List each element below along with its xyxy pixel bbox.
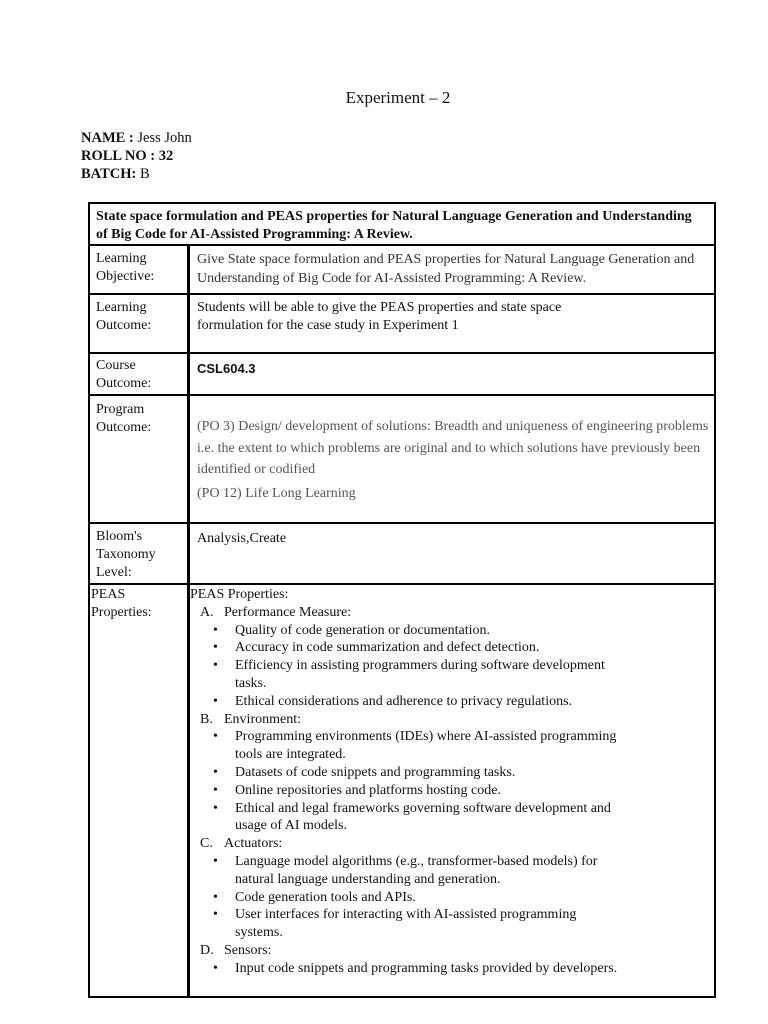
program-outcome-po3: (PO 3) Design/ development of solutions: Breadth and uniqueness of engineering problems i.e. the extent to which problems are original and to which solutions have previously been identified or codified (197, 419, 709, 477)
name-line (81, 129, 192, 147)
roll-value: 32 (158, 148, 174, 164)
batch-label: BATCH: (81, 166, 137, 182)
section-title: Sensors: (224, 942, 272, 958)
bullet-text: Quality of code generation or documentation. (235, 622, 491, 638)
bullet-icon: • (213, 907, 218, 923)
table-border-bottom (88, 996, 716, 998)
peas-heading: PEAS Properties: (190, 587, 289, 602)
bullet-icon: • (213, 764, 218, 780)
peas-bullet-item (190, 960, 620, 978)
section-marker: B. (200, 711, 213, 727)
table-border-right (714, 202, 716, 998)
blooms-label: Bloom's Taxonomy Level: (96, 529, 156, 580)
bullet-text: Programming environments (IDEs) where AI-assisted programming tools are integrated. (235, 729, 617, 763)
peas-sections (190, 604, 620, 978)
section-title: Environment: (224, 711, 301, 727)
bullet-text: Ethical considerations and adherence to privacy regulations. (235, 693, 573, 709)
table-border-top (88, 202, 716, 204)
program-outcome-label: Program Outcome: (96, 402, 152, 435)
peas-bullet-item (190, 728, 620, 764)
row-divider (88, 244, 716, 246)
row-divider (88, 352, 716, 354)
peas-bullet-item (190, 657, 620, 693)
course-outcome-value: CSL604.3 (197, 361, 256, 376)
roll-line (81, 147, 192, 165)
bullet-icon: • (213, 960, 218, 976)
peas-bullet-item (190, 693, 620, 711)
course-outcome-label: Course Outcome: (96, 358, 152, 391)
row-divider (88, 583, 716, 585)
peas-bullet-item (190, 639, 620, 657)
bullet-text: Ethical and legal frameworks governing software development and usage of AI models. (235, 800, 611, 834)
batch-value: B (139, 166, 150, 182)
bullet-icon: • (213, 693, 218, 709)
section-marker: C. (200, 836, 213, 852)
peas-bullet-item (190, 853, 620, 889)
bullet-text: Code generation tools and APIs. (235, 889, 416, 905)
learning-objective-value: Give State space formulation and PEAS properties for Natural Language Generation and Understanding of Big Code for AI-Assisted Programming: A Review. (197, 252, 695, 286)
peas-bullet-item (190, 889, 620, 907)
peas-bullet-item (190, 906, 620, 942)
section-title: Performance Measure: (224, 604, 352, 620)
learning-outcome-value: Students will be able to give the PEAS properties and state space formulation for the case study in Experiment 1 (197, 300, 562, 333)
row-divider (88, 394, 716, 396)
section-title: Actuators: (224, 836, 283, 852)
section-marker: A. (200, 604, 214, 620)
peas-label: PEAS Properties: (91, 587, 152, 620)
peas-content (190, 586, 710, 978)
bullet-icon: • (213, 853, 218, 869)
peas-bullet-item (190, 764, 620, 782)
learning-objective-label: Learning Objective: (96, 251, 155, 284)
bullet-text: Input code snippets and programming tasks provided by developers. (235, 960, 618, 976)
bullet-text: Online repositories and platforms hosting code. (235, 782, 501, 798)
table-header: State space formulation and PEAS properties for Natural Language Generation and Understanding of Big Code for AI-Assisted Programming: A Review. (96, 209, 692, 242)
roll-label: ROLL NO : (81, 148, 156, 164)
section-marker: D. (200, 942, 214, 958)
student-info (81, 129, 192, 183)
peas-bullet-item (190, 800, 620, 836)
row-divider (88, 522, 716, 524)
bullet-text: Language model algorithms (e.g., transformer-based models) for natural language understanding and generation. (235, 853, 598, 887)
peas-section-title (190, 835, 620, 853)
page-title: Experiment – 2 (345, 88, 451, 107)
bullet-icon: • (213, 782, 218, 798)
peas-section-title (190, 604, 620, 622)
peas-bullet-item (190, 782, 620, 800)
bullet-text: Efficiency in assisting programmers during software development tasks. (235, 658, 605, 691)
program-outcome-po12: (PO 12) Life Long Learning (197, 486, 356, 501)
bullet-icon: • (213, 640, 218, 656)
table-border-left (88, 202, 90, 998)
name-value: Jess John (137, 130, 192, 146)
bullet-icon: • (213, 889, 218, 905)
bullet-text: Accuracy in code summarization and defect detection. (235, 640, 540, 656)
bullet-icon: • (213, 800, 218, 816)
bullet-icon: • (213, 729, 218, 745)
bullet-icon: • (213, 622, 218, 638)
batch-line (81, 165, 192, 183)
row-divider (88, 293, 716, 295)
blooms-value: Analysis,Create (197, 531, 287, 546)
bullet-icon: • (213, 658, 218, 674)
learning-outcome-label: Learning Outcome: (96, 300, 152, 333)
peas-section-title (190, 711, 620, 729)
bullet-text: Datasets of code snippets and programming tasks. (235, 764, 516, 780)
bullet-text: User interfaces for interacting with AI-assisted programming systems. (235, 907, 577, 941)
peas-section-title (190, 942, 620, 960)
peas-bullet-item (190, 622, 620, 640)
name-label: NAME : (81, 130, 134, 146)
